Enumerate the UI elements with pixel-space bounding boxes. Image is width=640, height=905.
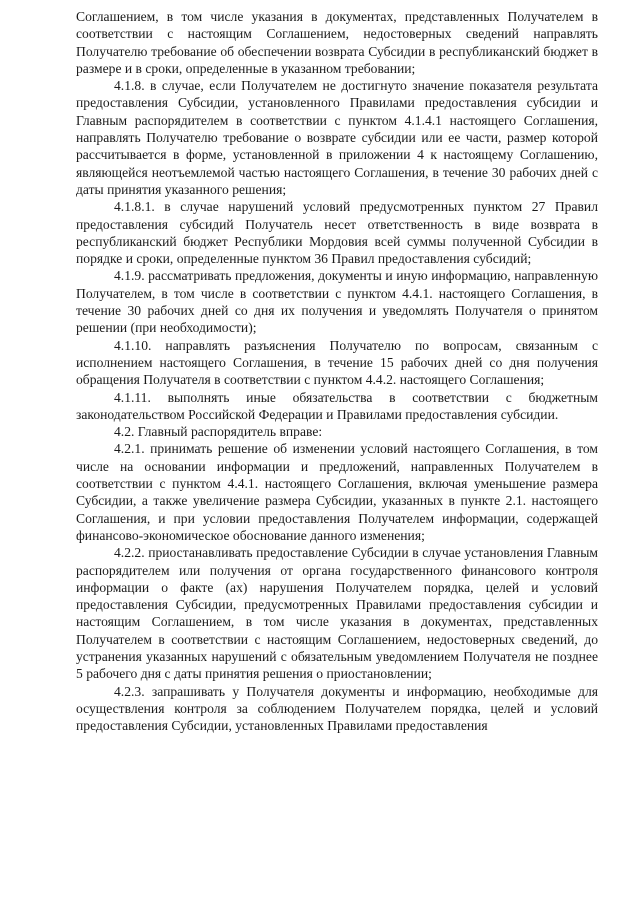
paragraph-4-2-1: 4.2.1. принимать решение об изменении условий настоящего Соглашения, в том числе на основании информации и предложений, направленных Получателем в соответствии с пунктом 4.4.1. настоящего Соглашения, включая уменьшение размера Субсидии, а также увеличение размера Субсидии, указанных в пункте 2.1. настоящего Соглашения, и при условии предоставления Получателем информации, содержащей финансово-экономическое обоснование данного изменения; [76, 441, 598, 543]
paragraph-4-2-heading: 4.2. Главный распорядитель вправе: [114, 424, 323, 440]
paragraph-4-1-11: 4.1.11. выполнять иные обязательства в соответствии с бюджетным законодательством Российской Федерации и Правилами предоставления субсидии. [76, 389, 598, 422]
paragraph-4-2-2: 4.2.2. приостанавливать предоставление Субсидии в случае установления Главным распорядителем или получения от органа государственного финансового контроля информации о факте (ах) нарушения Получателем порядка, целей и условий предоставления Субсидии, предусмотренных Правилами предоставления субсидии и настоящим Соглашением, в том числе указания в документах, представленных Получателем в соответствии с настоящим Соглашением, недостоверных сведений, до устранения указанных нарушений с обязательным уведомлением Получателя не позднее 5 рабочего дня с даты принятия решения о приостановлении; [76, 545, 598, 682]
paragraph-4-1-8: 4.1.8. в случае, если Получателем не достигнуто значение показателя результата предоставления Субсидии, установленного Правилами предоставления субсидии и Главным распорядителем в соответствии с пунктом 4.1.4.1 настоящего Соглашения, направлять Получателю требование о возврате субсидии или ее части, размер которой рассчитывается в форме, установленной в приложении 4 к настоящему Соглашению, являющейся неотъемлемой частью настоящего Соглашения, в течение 30 рабочих дней с даты принятия указанного решения; [76, 78, 598, 197]
paragraph-4-2-3: 4.2.3. запрашивать у Получателя документы и информацию, необходимые для осуществления контроля за соблюдением Получателем порядка, целей и условий предоставления Субсидии, установленных Правилами предоставления [76, 683, 598, 734]
paragraph-4-1-8-1: 4.1.8.1. в случае нарушений условий предусмотренных пунктом 27 Правил предоставления субсидий Получатель несет ответственность в виде возврата в республиканский бюджет Республики Мордовия всей суммы полученной Субсидии в порядке и сроки, определенные пунктом 36 Правил предоставления субсидий; [76, 199, 598, 267]
paragraph-4-1-10: 4.1.10. направлять разъяснения Получателю по вопросам, связанным с исполнением настоящего Соглашения, в течение 15 рабочих дней со дня получения обращения Получателя в соответствии с пунктом 4.4.2. настоящего Соглашения; [76, 337, 598, 388]
paragraph-1: Соглашением, в том числе указания в документах, представленных Получателем в соответствии с настоящим Соглашением, недостоверных сведений направлять Получателю требование об обеспечении возврата Субсидии в республиканский бюджет в размере и в сроки, определенные в указанном требовании; [76, 9, 598, 76]
paragraph-4-1-9: 4.1.9. рассматривать предложения, документы и иную информацию, направленную Получателем, в том числе в соответствии с пунктом 4.4.1. настоящего Соглашения, в течение 30 рабочих дней со дня их получения и уведомлять Получателя о принятом решении (при необходимости); [76, 268, 598, 336]
